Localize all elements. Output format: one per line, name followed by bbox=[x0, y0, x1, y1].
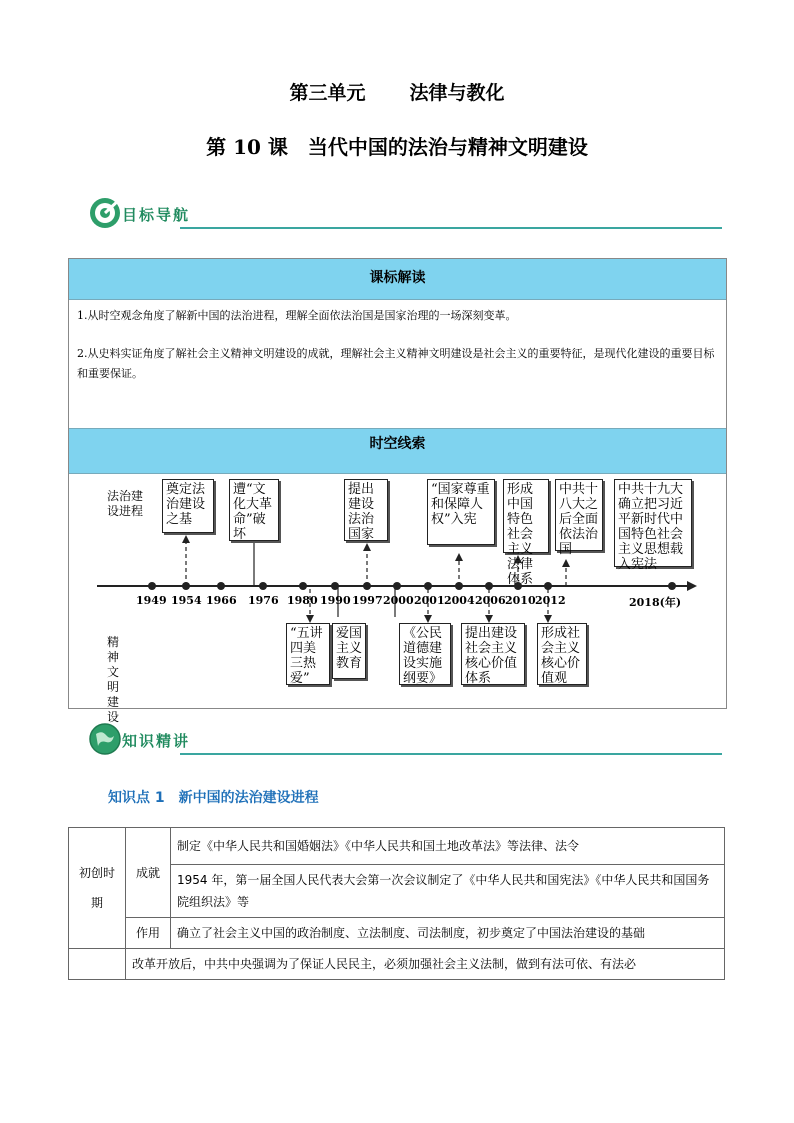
reform-text: 改革开放后，中共中央强调为了保证人民民主，必须加强社会主义法制，做到有法可依、有法必 bbox=[126, 949, 725, 980]
timeline-year: 2006 bbox=[475, 594, 506, 607]
function-text: 确立了社会主义中国的政治制度、立法制度、司法制度，初步奠定了中国法治建设的基础 bbox=[171, 918, 725, 949]
timeline-dot bbox=[455, 582, 463, 590]
event-box-1990: 爱国主义教育 bbox=[332, 623, 366, 679]
unit-name: 法律与教化 bbox=[409, 82, 505, 104]
achievement-text: 制定《中华人民共和国婚姻法》《中华人民共和国土地改革法》等法律、法令 bbox=[171, 828, 725, 865]
section-label: 目标导航 bbox=[122, 206, 191, 224]
event-box-2018: 中共十九大确立把习近平新时代中国特色社会主义思想载入宪法 bbox=[614, 479, 692, 567]
event-box-1966: 遭“文化大革命”破坏 bbox=[229, 479, 279, 541]
timeline-diagram bbox=[69, 467, 726, 724]
section-divider bbox=[180, 753, 722, 755]
event-box-2004: “国家尊重和保障人权”入宪 bbox=[427, 479, 495, 545]
table-row bbox=[69, 918, 725, 949]
unit-title bbox=[0, 78, 794, 105]
curriculum-item: 2.从史料实证角度了解社会主义精神文明建设的成就，理解社会主义精神文明建设是社会主义的重要特征，是现代化建设的重要目标和重要保证。 bbox=[77, 347, 715, 380]
timeline-top-label: 法治建设进程 bbox=[107, 489, 144, 518]
timeline-year: 2004 bbox=[444, 594, 475, 607]
timeline-dot bbox=[393, 582, 401, 590]
timeline-year: 2001 bbox=[414, 594, 445, 607]
section-divider bbox=[180, 227, 722, 229]
curriculum-body bbox=[69, 300, 726, 428]
timeline-year: 1949 bbox=[136, 594, 167, 607]
curriculum-header: 课标解读 bbox=[69, 259, 726, 300]
table-row bbox=[69, 828, 725, 865]
globe-icon bbox=[88, 722, 122, 756]
timeline-dot bbox=[544, 582, 552, 590]
section-label: 知识精讲 bbox=[122, 732, 191, 750]
timeline-dot bbox=[148, 582, 156, 590]
timeline-dot bbox=[331, 582, 339, 590]
timeline-year: 1990 bbox=[320, 594, 351, 607]
knowledge-table bbox=[68, 827, 725, 980]
timeline-dot bbox=[182, 582, 190, 590]
section-header-goals bbox=[88, 196, 722, 232]
timeline-dot bbox=[217, 582, 225, 590]
timeline-year: 2012 bbox=[535, 594, 566, 607]
function-label: 作用 bbox=[126, 918, 171, 949]
event-box-2006: 提出建设社会主义核心价值体系 bbox=[461, 623, 525, 685]
achievement-text: 1954 年，第一届全国人民代表大会第一次会议制定了《中华人民共和国宪法》《中华人民共和国国务院组织法》等 bbox=[171, 865, 725, 918]
event-box-2010: 形成中国特色社会主义法律体系 bbox=[503, 479, 549, 553]
overview-frame bbox=[68, 258, 727, 724]
timeline-year: 2018(年) bbox=[629, 596, 682, 609]
achievement-label: 成就 bbox=[126, 828, 171, 918]
event-box-2012-values: 形成社会主义核心价值观 bbox=[537, 623, 587, 685]
section-header-knowledge bbox=[88, 722, 722, 758]
timeline-year: 1954 bbox=[171, 594, 202, 607]
event-box-1954: 奠定法治建设之基 bbox=[162, 479, 214, 533]
timeline-header: 时空线索 bbox=[69, 428, 726, 474]
target-icon bbox=[88, 196, 122, 230]
timeline-year: 1976 bbox=[248, 594, 279, 607]
timeline-year: 2000 bbox=[383, 594, 414, 607]
timeline-year: 2010 bbox=[505, 594, 536, 607]
timeline-dot bbox=[424, 582, 432, 590]
knowledge-point-title: 知识点 1 新中国的法治建设进程 bbox=[108, 790, 319, 806]
event-box-2001: 《公民道德建设实施纲要》 bbox=[399, 623, 451, 685]
unit-label: 第三单元 bbox=[289, 82, 366, 104]
table-row bbox=[69, 949, 725, 980]
event-box-1980: “五讲四美三热爱” bbox=[286, 623, 330, 685]
timeline-dot bbox=[363, 582, 371, 590]
event-box-1997: 提出建设法治国家 bbox=[344, 479, 388, 541]
timeline-dot bbox=[299, 582, 307, 590]
timeline-dot bbox=[259, 582, 267, 590]
lesson-title: 第 10 课 当代中国的法治与精神文明建设 bbox=[206, 135, 588, 159]
timeline-year: 1997 bbox=[352, 594, 383, 607]
event-box-2012: 中共十八大之后全面依法治国 bbox=[555, 479, 603, 551]
curriculum-item: 1.从时空观念角度了解新中国的法治进程，理解全面依法治国是国家治理的一场深刻变革。 bbox=[77, 309, 517, 322]
timeline-year: 1966 bbox=[206, 594, 237, 607]
timeline-dot bbox=[485, 582, 493, 590]
timeline-bottom-label: 精神文明建设 bbox=[107, 635, 120, 724]
period-cell: 初创时期 bbox=[69, 828, 126, 949]
timeline-dot bbox=[668, 582, 676, 590]
timeline-year: 1980 bbox=[287, 594, 318, 607]
period-cell bbox=[69, 949, 126, 980]
